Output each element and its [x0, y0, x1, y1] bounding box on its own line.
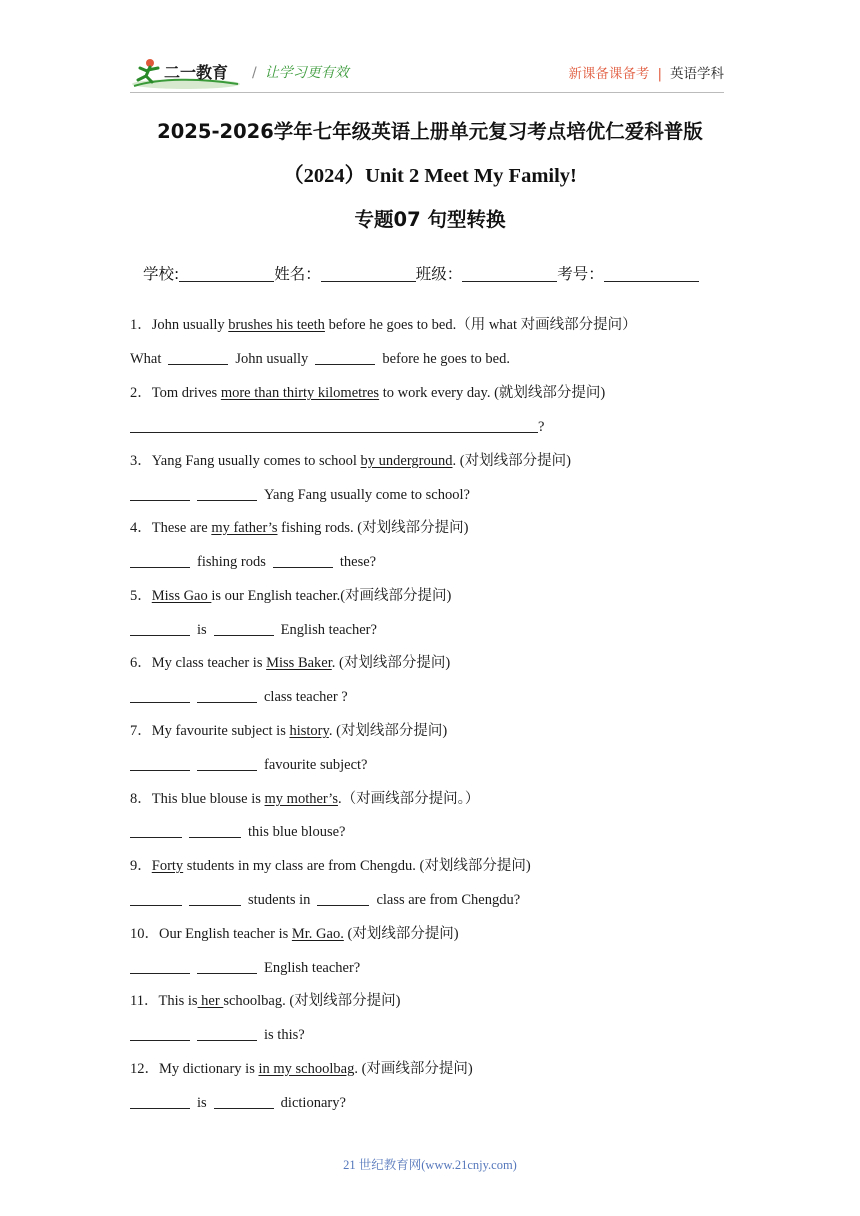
q-text-post: is our English teacher.(对画线部分提问): [211, 588, 452, 604]
q-underlined: Miss Gao: [151, 588, 212, 604]
answer-8: [130, 823, 345, 841]
q-text-post: .（对画线部分提问。）: [337, 791, 480, 807]
question-10: [130, 925, 459, 943]
question-6: [130, 654, 450, 672]
answer-blank[interactable]: [197, 756, 257, 771]
answer-text: before he goes to bed.: [382, 351, 510, 367]
doc-title-line3: 专题07 句型转换: [354, 208, 506, 231]
q-number: 9．: [130, 858, 152, 874]
school-blank[interactable]: [179, 265, 274, 282]
answer-text: English teacher?: [264, 960, 361, 976]
q-number: 1．: [130, 317, 152, 333]
q-underlined: Forty: [151, 858, 184, 874]
q-underlined: more than thirty kilometres: [220, 385, 380, 401]
answer-2: [130, 418, 544, 436]
name-label: 姓名：: [274, 265, 321, 283]
answer-blank[interactable]: [197, 688, 257, 703]
answer-blank[interactable]: [130, 688, 190, 703]
answer-blank[interactable]: [189, 823, 241, 838]
exam-no-blank[interactable]: [604, 265, 699, 282]
answer-10: [130, 959, 360, 977]
answer-text: dictionary?: [280, 1095, 346, 1111]
question-9: [130, 857, 531, 875]
answer-blank[interactable]: [130, 553, 190, 568]
header-slogan: / 让学习更有效: [252, 65, 349, 81]
question-2: [130, 384, 605, 402]
header-divider: [130, 92, 724, 93]
q-number: 10．: [130, 926, 159, 942]
answer-text: favourite subject?: [264, 757, 368, 773]
answer-blank[interactable]: [214, 621, 274, 636]
q-text-post: . (对画线部分提问): [354, 1061, 473, 1077]
q-text-pre: My dictionary is: [159, 1061, 259, 1077]
doc-title-line1: 2025-2026学年七年级英语上册单元复习考点培优仁爱科普版: [157, 120, 703, 143]
q-text-post: . (对划线部分提问): [331, 655, 451, 671]
answer-text: is: [197, 1095, 207, 1111]
answer-blank[interactable]: [315, 350, 375, 365]
answer-12: [130, 1094, 346, 1112]
q-number: 7．: [130, 723, 152, 739]
answer-1: [130, 350, 510, 368]
answer-blank[interactable]: [130, 891, 182, 906]
q-underlined: history: [289, 723, 329, 739]
q-number: 5．: [130, 588, 152, 604]
class-blank[interactable]: [462, 265, 557, 282]
question-7: [130, 722, 447, 740]
q-number: 8．: [130, 791, 152, 807]
answer-blank[interactable]: [214, 1094, 274, 1109]
logo-text: 二一教育: [164, 63, 229, 82]
answer-text: is: [197, 622, 207, 638]
answer-blank[interactable]: [189, 891, 241, 906]
q-underlined: by underground: [360, 453, 453, 469]
q-number: 11．: [130, 993, 159, 1009]
answer-9: [130, 891, 520, 909]
q-number: 4．: [130, 520, 152, 536]
q-underlined: Mr. Gao.: [291, 926, 344, 942]
answer-blank[interactable]: [130, 1026, 190, 1041]
q-number: 6．: [130, 655, 152, 671]
q-underlined: her: [197, 993, 224, 1009]
header-tag-a: 新课备课备考: [568, 66, 650, 82]
class-label: 班级：: [415, 265, 463, 283]
q-text-pre: This is: [158, 993, 198, 1009]
answer-blank[interactable]: [130, 959, 190, 974]
q-text-post: . (对划线部分提问): [452, 453, 571, 469]
q-text-post: . (对划线部分提问): [328, 723, 448, 739]
question-11: [130, 992, 401, 1010]
answer-blank[interactable]: [197, 486, 257, 501]
name-blank[interactable]: [321, 265, 416, 282]
page-footer[interactable]: 21 世纪教育网(www.21cnjy.com): [343, 1158, 517, 1172]
answer-text: Yang Fang usually come to school?: [264, 487, 470, 503]
q-underlined: in my schoolbag: [258, 1061, 355, 1077]
answer-text: John usually: [235, 351, 309, 367]
answer-text: students in: [248, 892, 311, 908]
answer-blank[interactable]: [197, 1026, 257, 1041]
q-number: 12．: [130, 1061, 159, 1077]
answer-text: fishing rods: [197, 554, 266, 570]
answer-blank[interactable]: [130, 756, 190, 771]
q-text-post: (对划线部分提问): [343, 926, 459, 942]
question-12: [130, 1060, 473, 1078]
answer-5: [130, 621, 377, 639]
question-3: [130, 452, 571, 470]
answer-3: [130, 486, 470, 504]
q-text-pre: John usually: [151, 317, 229, 333]
doc-title-line2: （2024）Unit 2 Meet My Family!: [283, 165, 577, 187]
q-underlined: my mother’s: [264, 791, 338, 807]
answer-blank[interactable]: [317, 891, 369, 906]
q-text-post: schoolbag. (对划线部分提问): [223, 993, 401, 1009]
q-text-pre: My class teacher is: [151, 655, 267, 671]
answer-text: class are from Chengdu?: [376, 892, 521, 908]
q-underlined: my father’s: [211, 520, 278, 536]
answer-text: ?: [538, 419, 545, 435]
question-4: [130, 519, 468, 537]
q-underlined: Miss Baker: [266, 655, 332, 671]
answer-blank[interactable]: [273, 553, 333, 568]
q-number: 3．: [130, 453, 152, 469]
header-right: [568, 62, 724, 82]
answer-text: What: [130, 351, 162, 367]
answer-blank[interactable]: [130, 823, 182, 838]
answer-text: these?: [339, 554, 377, 570]
answer-text: is this?: [264, 1027, 305, 1043]
answer-6: [130, 688, 348, 706]
q-text-post: before he goes to bed.（用 what 对画线部分提问）: [324, 317, 637, 333]
q-text-post: fishing rods. (对划线部分提问): [277, 520, 469, 536]
answer-7: [130, 756, 367, 774]
answer-4: [130, 553, 376, 571]
student-info-row: [143, 262, 699, 284]
header-separator: |: [657, 66, 662, 82]
q-text-pre: These are: [151, 520, 212, 536]
header-tag-b: 英语学科: [670, 66, 724, 82]
q-underlined: brushes his teeth: [228, 317, 325, 333]
q-text-pre: Our English teacher is: [159, 926, 292, 942]
answer-11: [130, 1026, 305, 1044]
q-text-post: to work every day. (就划线部分提问): [379, 385, 606, 401]
answer-blank[interactable]: [130, 418, 538, 433]
answer-text: class teacher ?: [264, 689, 348, 705]
q-text-pre: My favourite subject is: [151, 723, 290, 739]
logo-icon: [130, 56, 242, 90]
answer-blank[interactable]: [197, 959, 257, 974]
exam-no-label: 考号：: [557, 265, 604, 283]
slogan-text: 让学习更有效: [264, 65, 349, 81]
question-1: [130, 316, 637, 334]
answer-blank[interactable]: [130, 486, 190, 501]
answer-text: this blue blouse?: [248, 824, 346, 840]
q-text-post: students in my class are from Chengdu. (对划线部分提问): [183, 858, 531, 874]
question-5: [130, 587, 451, 605]
q-number: 2．: [130, 385, 152, 401]
answer-text: English teacher?: [280, 622, 377, 638]
q-text-pre: This blue blouse is: [151, 791, 265, 807]
school-label: 学校:: [143, 265, 180, 283]
answer-blank[interactable]: [130, 621, 190, 636]
question-8: [130, 790, 479, 808]
q-text-pre: Tom drives: [151, 385, 221, 401]
answer-blank[interactable]: [168, 350, 228, 365]
page-header: [130, 54, 724, 90]
answer-blank[interactable]: [130, 1094, 190, 1109]
q-text-pre: Yang Fang usually comes to school: [151, 453, 361, 469]
